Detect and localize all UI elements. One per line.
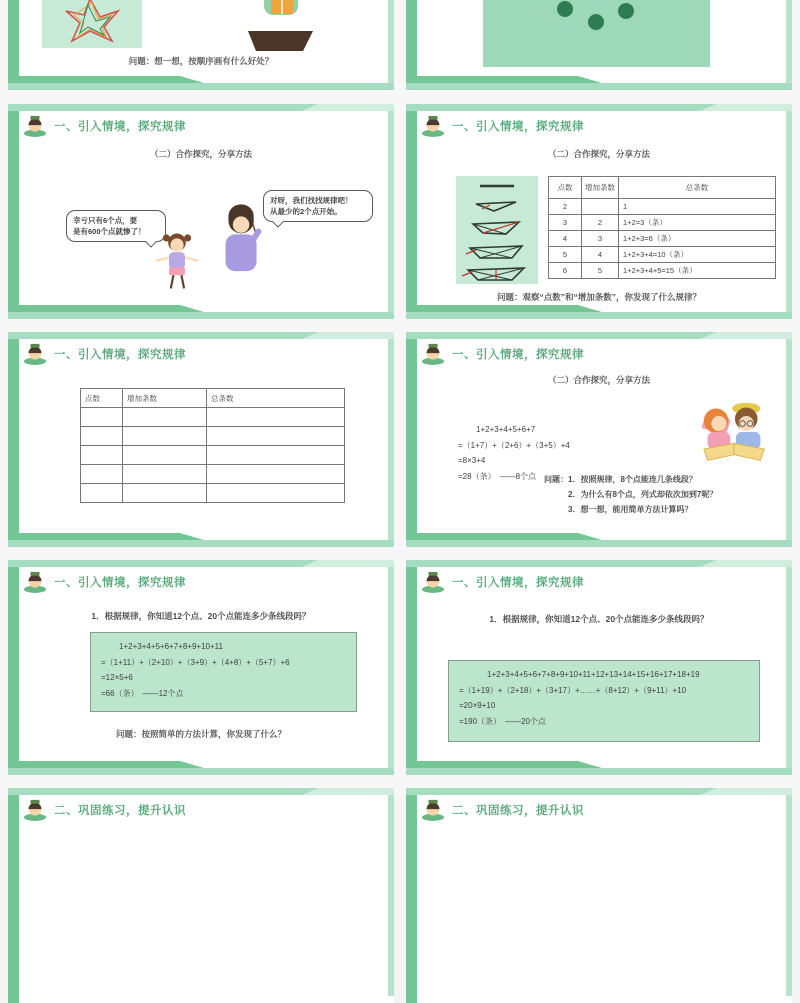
girl-illustration — [148, 230, 206, 292]
frame-left — [8, 339, 19, 547]
frame-top-wedge — [302, 332, 394, 339]
section-header — [421, 799, 584, 821]
frame-left — [8, 111, 19, 319]
frame-right — [786, 339, 792, 540]
section-title: 二、巩固练习，提升认识 — [54, 805, 186, 817]
frame-bottom — [406, 540, 792, 547]
table-row — [81, 465, 345, 484]
slide3-subtitle: （二）合作探究，分享方法 — [149, 149, 252, 159]
green-dots-icon — [483, 0, 710, 67]
slide7-prompt: 1．根据规律，你知道12个点、20个点能连多少条线段吗？ — [91, 611, 311, 621]
frame-bottom — [406, 83, 792, 90]
table-row — [81, 408, 345, 427]
slide8-prompt: 1．根据规律，你知道12个点、20个点能连多少条线段吗？ — [489, 614, 709, 624]
slide-thumbnail-10[interactable] — [406, 788, 792, 1003]
frame-left — [406, 567, 417, 775]
frame-right — [388, 0, 394, 83]
frame-top-wedge — [700, 332, 792, 339]
frame-bottom — [8, 540, 394, 547]
frame-top-wedge — [302, 560, 394, 567]
speech-bubble-left: 幸亏只有6个点，要 是有600个点就惨了！ — [66, 210, 166, 242]
frame-right — [388, 339, 394, 540]
frame-left — [406, 795, 417, 1003]
section-title: 一、引入情境，探究规律 — [54, 121, 186, 133]
table-row: 3 2 1+2=3（条） — [549, 215, 776, 231]
frame-right — [786, 567, 792, 768]
slide-thumbnail-8[interactable] — [406, 560, 792, 775]
star-doodles-panel — [42, 0, 142, 48]
section-header — [23, 115, 186, 137]
question-item: 1．按照规律，8个点能连几条线段？ — [568, 475, 697, 484]
section-title: 一、引入情境，探究规律 — [54, 577, 186, 589]
section-icon — [421, 115, 445, 137]
frame-left — [406, 111, 417, 319]
dots-panel — [483, 0, 710, 67]
kids-reading-illustration — [686, 400, 782, 466]
slide4-question: 问题：观察“点数”和“增加条数”，你发现了什么规律？ — [496, 292, 701, 302]
frame-left — [8, 567, 19, 775]
table-row: 5 4 1+2+3+4=10（条） — [549, 247, 776, 263]
section-icon — [421, 343, 445, 365]
math-derivation: 1+2+3+4+5+6+7 =（1+7）+（2+6）+（3+5）+4 =8×3+4 =28（条） ——8个点 — [458, 425, 570, 481]
slide6-subtitle: （二）合作探究，分享方法 — [547, 375, 650, 385]
frame-bottom — [406, 312, 792, 319]
table-row — [81, 484, 345, 503]
table-row: 2 1 — [549, 199, 776, 215]
section-header — [421, 115, 584, 137]
section-title: 一、引入情境，探究规律 — [452, 349, 584, 361]
question-item: 3．想一想，能用简单方法计算吗？ — [568, 505, 693, 514]
slide-thumbnail-6[interactable] — [406, 332, 792, 547]
frame-right — [786, 0, 792, 83]
section-header — [23, 571, 186, 593]
boy-teacher-illustration — [223, 0, 318, 55]
section-icon — [421, 799, 445, 821]
slide7-question: 问题：按照简单的方法计算，你发现了什么？ — [115, 729, 286, 739]
frame-bottom — [8, 312, 394, 319]
math-box: 1+2+3+4+5+6+7+8+9+10+11 =（1+11）+（2+10）+（3+9）+（4+8）+（5+7）+6 =12×5+6 =66（条） ——12个点 — [90, 632, 357, 712]
section-icon — [421, 571, 445, 593]
question-list — [544, 472, 717, 517]
section-header — [421, 571, 584, 593]
speech-bubble-right: 对呀，我们找找规律吧！ 从最少的2个点开始。 — [263, 190, 373, 222]
slide-thumbnail-1[interactable] — [8, 0, 394, 90]
section-title: 一、引入情境，探究规律 — [452, 577, 584, 589]
bubble-tail — [272, 216, 283, 227]
section-icon — [23, 799, 47, 821]
question-item: 2．为什么有8个点，列式却依次加到7呢？ — [568, 490, 718, 499]
section-title: 一、引入情境，探究规律 — [54, 349, 186, 361]
table-row — [81, 446, 345, 465]
section-header — [23, 343, 186, 365]
frame-right — [388, 795, 394, 996]
slide-thumbnail-2[interactable] — [406, 0, 792, 90]
section-title: 一、引入情境，探究规律 — [452, 121, 584, 133]
section-header — [421, 343, 584, 365]
star-doodles-icon — [42, 0, 142, 48]
frame-bottom — [8, 768, 394, 775]
frame-right — [388, 111, 394, 312]
frame-left — [8, 795, 19, 1003]
frame-bottom — [406, 768, 792, 775]
slide-thumbnail-3[interactable] — [8, 104, 394, 319]
section-icon — [23, 343, 47, 365]
slide-thumbnail-4[interactable] — [406, 104, 792, 319]
frame-top-wedge — [700, 788, 792, 795]
dot-stages-panel — [456, 176, 538, 284]
math-box: 1+2+3+4+5+6+7+8+9+10+11+12+13+14+15+16+17+18+19 =（1+19）+（2+18）+（3+17）+……+（8+12）+（9+11）+10 =20×9+10 =190（条） ——20个点 — [448, 660, 760, 742]
frame-top-wedge — [302, 788, 394, 795]
slide1-question: 问题：想一想，按顺序画有什么好处？ — [128, 56, 274, 66]
frame-left — [406, 339, 417, 547]
teacher-illustration — [212, 204, 274, 286]
section-icon — [23, 115, 47, 137]
slide-thumbnail-5[interactable] — [8, 332, 394, 547]
slide-thumbnail-7[interactable] — [8, 560, 394, 775]
table-row: 6 5 1+2+3+4+5=15（条） — [549, 263, 776, 279]
frame-top-wedge — [700, 560, 792, 567]
lines-count-table: 点数 增加条数 总条数 2 1 3 2 1+2=3（条） 4 3 1+2+3=6（条） 5 4 1+2+3+4=10（条） 6 5 1+2+3+4+5=15（条） — [548, 176, 776, 279]
frame-right — [786, 795, 792, 996]
slide4-subtitle: （二）合作探究，分享方法 — [547, 149, 650, 159]
table-row: 4 3 1+2+3=6（条） — [549, 231, 776, 247]
section-title: 二、巩固练习，提升认识 — [452, 805, 584, 817]
frame-top-wedge — [700, 104, 792, 111]
empty-lines-table: 点数 增加条数 总条数 — [80, 388, 345, 503]
table-row — [81, 427, 345, 446]
frame-top-wedge — [302, 104, 394, 111]
dot-stages-icon — [456, 176, 538, 284]
question-label: 问题： — [544, 475, 568, 484]
frame-right — [786, 111, 792, 312]
section-icon — [23, 571, 47, 593]
slide-thumbnail-9[interactable] — [8, 788, 394, 1003]
section-header — [23, 799, 186, 821]
frame-bottom — [8, 83, 394, 90]
